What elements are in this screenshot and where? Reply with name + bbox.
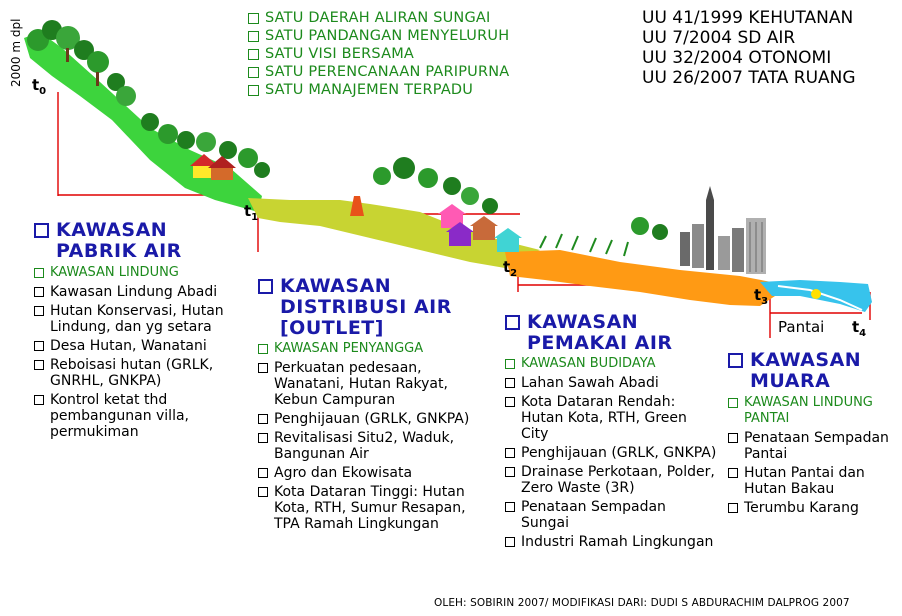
checkbox-icon [505,537,515,547]
footer-credit: OLEH: SOBIRIN 2007/ MODIFIKASI DARI: DUDI S ABDURACHIM DALPROG 2007 [434,597,850,609]
principle-item: SATU MANAJEMEN TERPADU [248,81,509,99]
zone-category: KAWASAN PENYANGGA [258,341,484,357]
checkbox-icon [248,85,259,96]
list-item: Penataan Sempadan Sungai [505,499,717,531]
list-item: Revitalisasi Situ2, Waduk, Bangunan Air [258,430,484,462]
elevation-label: 2000 m dpl [9,18,23,87]
list-item: Reboisasi hutan (GRLK, GNRHL, GNKPA) [34,357,234,389]
law-item: UU 41/1999 KEHUTANAN [642,8,854,28]
law-item: UU 7/2004 SD AIR [642,28,796,48]
list-item: Agro dan Ekowisata [258,465,484,481]
checkbox-icon [248,49,259,60]
checkbox-icon [248,31,259,42]
list-item: Hutan Pantai dan Hutan Bakau [728,465,894,497]
checkbox-icon [728,468,738,478]
checkbox-icon [728,503,738,513]
checkbox-icon [34,395,44,405]
checkbox-icon [505,359,515,369]
principle-item: SATU PANDANGAN MENYELURUH [248,27,509,45]
checkbox-icon [505,502,515,512]
law-item: UU 32/2004 OTONOMI [642,48,832,68]
dam-structure [350,196,364,216]
checkbox-icon [34,306,44,316]
list-item: Drainase Perkotaan, Polder, Zero Waste (3R) [505,464,717,496]
time-marker-t4: $t_4$ [852,318,867,339]
list-item: Desa Hutan, Wanatani [34,338,234,354]
list-item: Kontrol ketat thd pembangunan villa, permukiman [34,392,234,440]
list-item: Penghijauan (GRLK, GNKPA) [258,411,484,427]
checkbox-icon [248,13,259,24]
zone-title-muara: KAWASAN MUARA [728,350,861,392]
pantai-label: Pantai [778,318,825,336]
list-item: Penghijauan (GRLK, GNKPA) [505,445,717,461]
checkbox-icon [258,414,268,424]
laws-list [642,8,856,88]
zone-items-pemakai-air [505,356,717,553]
checkbox-icon [505,397,515,407]
principles-list [248,9,509,99]
list-item: Kota Dataran Tinggi: Hutan Kota, RTH, Sumur Resapan, TPA Ramah Lingkungan [258,484,484,532]
law-item: UU 26/2007 TATA RUANG [642,68,856,88]
checkbox-icon [258,468,268,478]
checkbox-icon [505,467,515,477]
list-item: Hutan Konservasi, Hutan Lindung, dan yg setara [34,303,234,335]
checkbox-icon [258,344,268,354]
zone-category: KAWASAN LINDUNG PANTAI [728,395,894,427]
time-marker-t0: $t_0$ [32,76,47,97]
list-item: Penataan Sempadan Pantai [728,430,894,462]
list-item: Lahan Sawah Abadi [505,375,717,391]
checkbox-icon [248,67,259,78]
checkbox-icon [34,268,44,278]
zone-title-distribusi-air: KAWASAN DISTRIBUSI AIR [OUTLET] [258,276,452,339]
principle-item: SATU DAERAH ALIRAN SUNGAI [248,9,509,27]
checkbox-icon [728,398,738,408]
lowland-tree [652,224,668,240]
checkbox-icon [258,487,268,497]
checkbox-icon [728,433,738,443]
city-skyline [680,186,766,274]
time-marker-t2: $t_2$ [503,258,518,279]
checkbox-icon [728,353,743,368]
checkbox-icon [258,433,268,443]
checkbox-icon [258,363,268,373]
checkbox-icon [34,360,44,370]
checkbox-icon [34,223,49,238]
time-marker-t1: $t_1$ [244,202,259,223]
checkbox-icon [258,279,273,294]
principle-item: SATU PERENCANAAN PARIPURNA [248,63,509,81]
zone-category: KAWASAN LINDUNG [34,265,234,281]
list-item: Kota Dataran Rendah: Hutan Kota, RTH, Green City [505,394,717,442]
zone-category: KAWASAN BUDIDAYA [505,356,717,372]
middle-trees [373,157,498,214]
zone-items-pabrik-air [34,265,234,443]
principle-item: SATU VISI BERSAMA [248,45,509,63]
zone-items-muara [728,395,894,519]
lowland-tree [631,217,649,235]
sun-icon [811,289,821,299]
list-item: Industri Ramah Lingkungan [505,534,717,550]
zone-title-pabrik-air: KAWASAN PABRIK AIR [34,220,182,262]
zone-items-distribusi-air [258,341,484,535]
checkbox-icon [34,341,44,351]
time-marker-t3: $t_3$ [754,286,769,307]
checkbox-icon [505,315,520,330]
list-item: Perkuatan pedesaan, Wanatani, Hutan Rakyat, Kebun Campuran [258,360,484,408]
list-item: Terumbu Karang [728,500,894,516]
list-item: Kawasan Lindung Abadi [34,284,234,300]
checkbox-icon [505,448,515,458]
checkbox-icon [34,287,44,297]
zone-title-pemakai-air: KAWASAN PEMAKAI AIR [505,312,673,354]
checkbox-icon [505,378,515,388]
